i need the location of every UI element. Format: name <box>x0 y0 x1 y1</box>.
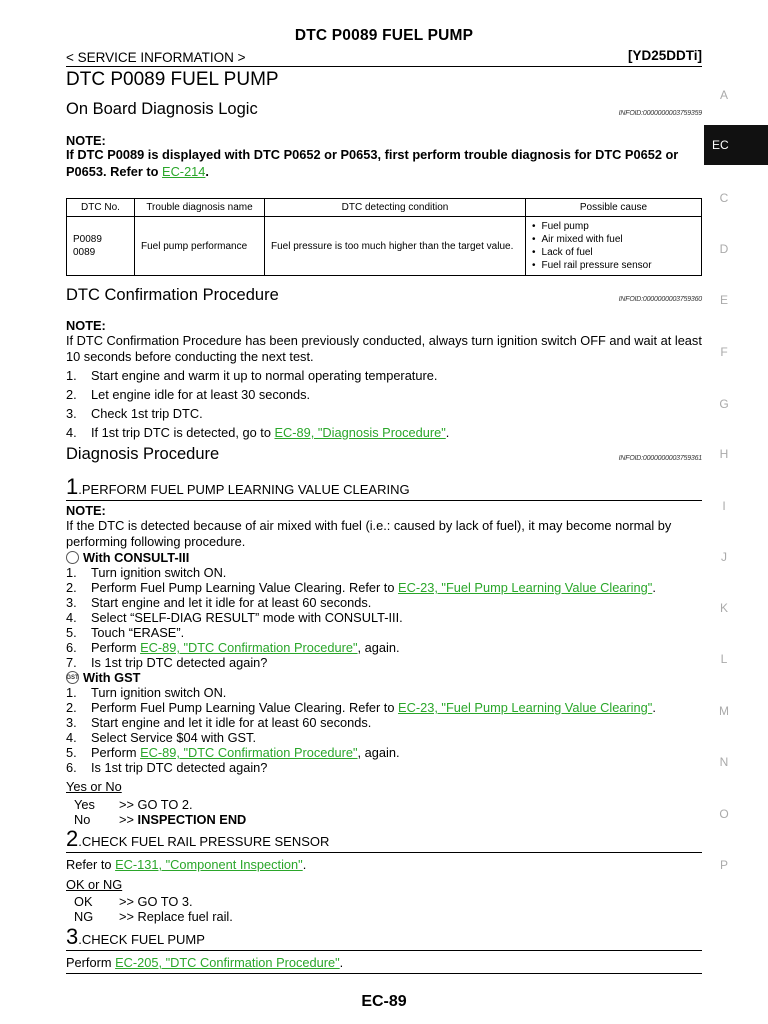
obd-infoid: INFOID:0000000003759359 <box>618 110 702 117</box>
step-number: 6. <box>66 760 77 775</box>
side-index-m[interactable]: M <box>719 704 729 718</box>
dtc-code-primary: P0089 <box>73 234 102 245</box>
yes-key: Yes <box>74 797 95 812</box>
step-text: Perform Fuel Pump Learning Value Clearing. Refer to <box>91 700 399 715</box>
list-item <box>66 655 702 670</box>
consult-icon <box>66 551 79 564</box>
side-index-o[interactable]: O <box>719 807 729 821</box>
cell-condition: Fuel pressure is too much higher than the target value. <box>265 217 526 276</box>
yes-value: >> GO TO 2. <box>119 797 193 812</box>
side-index-h[interactable]: H <box>719 447 729 461</box>
obd-note-text <box>66 146 702 180</box>
page-number: EC-89 <box>361 993 407 1010</box>
ec-214-link[interactable]: EC-214 <box>162 164 206 179</box>
list-item <box>66 730 702 745</box>
step-2-rule <box>66 852 702 853</box>
step-number: 4. <box>66 730 77 745</box>
obd-logic-heading: On Board Diagnosis Logic <box>66 100 258 118</box>
with-gst-heading <box>66 670 140 685</box>
step-text: Touch “ERASE”. <box>91 625 185 640</box>
step-number: 7. <box>66 655 77 670</box>
step-2-number: 2 <box>66 826 79 851</box>
consult-steps <box>66 565 702 670</box>
step-text: Start engine and let it idle for at least 60 seconds. <box>91 715 372 730</box>
step-2-refer <box>66 857 702 873</box>
obd-note-end: . <box>205 164 209 179</box>
ok-answer <box>74 894 193 909</box>
header-divider <box>66 66 702 67</box>
fuel-pump-learning-link[interactable]: EC-23, "Fuel Pump Learning Value Clearing" <box>398 580 653 595</box>
step-3-number: 3 <box>66 924 79 949</box>
side-index-j[interactable]: J <box>721 550 727 564</box>
side-index-p[interactable]: P <box>719 858 728 872</box>
dtc-table-header-row <box>67 199 702 217</box>
list-item <box>66 580 702 595</box>
no-key: No <box>74 812 91 827</box>
side-index-i[interactable]: I <box>722 499 726 513</box>
with-consult-heading <box>66 550 189 565</box>
step-number: 2. <box>66 700 77 715</box>
cell-diag-name: Fuel pump performance <box>135 217 265 276</box>
step-number: 3. <box>66 715 77 730</box>
step-1-heading <box>66 474 410 500</box>
step-text: Check 1st trip DTC. <box>91 406 203 421</box>
step-number: 5. <box>66 745 77 760</box>
side-index-a[interactable]: A <box>719 88 728 102</box>
step-3-title: .CHECK FUEL PUMP <box>78 932 205 947</box>
list-item <box>66 565 702 580</box>
side-index-f[interactable]: F <box>720 345 728 359</box>
list-item <box>66 595 702 610</box>
list-item <box>66 423 702 442</box>
no-value: INSPECTION END <box>137 812 247 827</box>
fuel-pump-learning-link[interactable]: EC-23, "Fuel Pump Learning Value Clearing" <box>398 700 653 715</box>
step-number: 4. <box>66 610 77 625</box>
step-2-title: .CHECK FUEL RAIL PRESSURE SENSOR <box>78 834 330 849</box>
step-number: 3. <box>66 406 77 421</box>
ng-value: >> Replace fuel rail. <box>119 909 233 924</box>
yes-or-no-label: Yes or No <box>66 779 122 794</box>
step-text: Turn ignition switch ON. <box>91 565 227 580</box>
with-gst-label: With GST <box>83 670 141 685</box>
step-3-heading <box>66 924 205 950</box>
footer-divider <box>66 973 702 974</box>
step-text-end: , again. <box>357 745 400 760</box>
refer-end: . <box>339 955 344 970</box>
component-inspection-link[interactable]: EC-131, "Component Inspection" <box>115 857 303 872</box>
ok-key: OK <box>74 894 93 909</box>
step-text: Let engine idle for at least 30 seconds. <box>91 387 311 402</box>
list-item <box>66 640 702 655</box>
list-item <box>66 745 702 760</box>
step-text: Select “SELF-DIAG RESULT” mode with CONSULT-III. <box>91 610 403 625</box>
step-number: 6. <box>66 640 77 655</box>
step-number: 2. <box>66 387 77 402</box>
side-index-n[interactable]: N <box>719 755 729 769</box>
step-1-rule <box>66 500 702 501</box>
obd-note-body: If DTC P0089 is displayed with DTC P0652 or P0653, first perform trouble diagnosis for DTC P0652 or P0653. Refer to <box>66 147 679 179</box>
side-index-e[interactable]: E <box>719 293 728 307</box>
refer-text: Perform <box>66 955 116 970</box>
no-answer <box>74 812 246 827</box>
step-text-end: . <box>445 425 450 440</box>
list-item <box>66 404 702 423</box>
step-1-note-label: NOTE: <box>66 503 106 518</box>
step-1-note-text: If the DTC is detected because of air mixed with fuel (i.e.: caused by lack of fuel), it may become normal by performing following procedure. <box>66 518 672 549</box>
step-text: If 1st trip DTC is detected, go to <box>91 425 275 440</box>
list-item <box>66 760 702 775</box>
dtc-confirmation-link[interactable]: EC-89, "DTC Confirmation Procedure" <box>140 745 358 760</box>
side-index-k[interactable]: K <box>719 601 728 615</box>
diagnosis-infoid: INFOID:0000000003759361 <box>618 455 702 462</box>
service-information-label: < SERVICE INFORMATION > <box>66 50 246 65</box>
list-item <box>66 715 702 730</box>
side-index-l[interactable]: L <box>720 652 728 666</box>
dtc-code-secondary: 0089 <box>73 247 96 258</box>
gst-steps <box>66 685 702 775</box>
page-title: DTC P0089 FUEL PUMP <box>294 27 474 44</box>
no-prefix: >> <box>119 812 138 827</box>
section-title: DTC P0089 FUEL PUMP <box>66 69 279 90</box>
cell-dtc-no <box>67 217 135 276</box>
confirmation-infoid: INFOID:0000000003759360 <box>618 296 702 303</box>
ok-or-ng-label: OK or NG <box>66 877 123 892</box>
refer-text: Refer to <box>66 857 116 872</box>
step-text: Perform <box>91 745 141 760</box>
step-text-end: , again. <box>357 640 400 655</box>
list-item: • Fuel rail pressure sensor <box>532 259 695 272</box>
cell-causes <box>526 217 702 276</box>
side-index-c[interactable]: C <box>719 191 729 205</box>
step-number: 1. <box>66 685 77 700</box>
dtc-table <box>66 198 702 276</box>
refer-end: . <box>302 857 307 872</box>
list-item: • Fuel pump <box>532 220 695 233</box>
step-text-end: . <box>652 700 656 715</box>
step-2-heading <box>66 826 329 852</box>
step-text: Perform Fuel Pump Learning Value Clearing. Refer to <box>91 580 399 595</box>
step-text: Is 1st trip DTC detected again? <box>91 655 268 670</box>
table-row <box>67 217 702 276</box>
ng-key: NG <box>74 909 94 924</box>
step-number: 5. <box>66 625 77 640</box>
step-text: Start engine and let it idle for at least 60 seconds. <box>91 595 372 610</box>
engine-model-label: [YD25DDTi] <box>627 48 702 63</box>
list-item <box>66 685 702 700</box>
step-number: 2. <box>66 580 77 595</box>
step-number: 3. <box>66 595 77 610</box>
confirmation-heading: DTC Confirmation Procedure <box>66 286 279 304</box>
dtc-confirmation-link[interactable]: EC-89, "DTC Confirmation Procedure" <box>140 640 358 655</box>
col-condition: DTC detecting condition <box>265 199 526 217</box>
confirmation-note-label: NOTE: <box>66 318 106 333</box>
side-tab-ec[interactable]: EC <box>704 125 768 165</box>
yes-answer <box>74 797 193 812</box>
step-1-title: .PERFORM FUEL PUMP LEARNING VALUE CLEARING <box>78 482 410 497</box>
step-text: Perform <box>91 640 141 655</box>
ec-205-link[interactable]: EC-205, "DTC Confirmation Procedure" <box>115 955 340 970</box>
step-text: Turn ignition switch ON. <box>91 685 227 700</box>
list-item <box>66 366 702 385</box>
list-item <box>66 385 702 404</box>
step-number: 1. <box>66 565 77 580</box>
step-3-refer <box>66 955 702 971</box>
step-text-end: . <box>652 580 656 595</box>
step-number: 4. <box>66 425 77 440</box>
list-item <box>66 610 702 625</box>
diagnosis-procedure-link[interactable]: EC-89, "Diagnosis Procedure" <box>274 425 446 440</box>
list-item: • Air mixed with fuel <box>532 233 695 246</box>
col-dtc-no: DTC No. <box>67 199 135 217</box>
col-possible-cause: Possible cause <box>526 199 702 217</box>
list-item: • Lack of fuel <box>532 246 695 259</box>
list-item <box>66 700 702 715</box>
ng-answer <box>74 909 233 924</box>
side-index-g[interactable]: G <box>719 397 729 411</box>
with-consult-label: With CONSULT-III <box>83 550 190 565</box>
step-number: 1. <box>66 368 77 383</box>
possible-cause-list <box>532 220 695 272</box>
col-trouble-name: Trouble diagnosis name <box>135 199 265 217</box>
side-index-d[interactable]: D <box>719 242 729 256</box>
gst-icon: GST <box>66 671 79 684</box>
step-text: Select Service $04 with GST. <box>91 730 257 745</box>
list-item <box>66 625 702 640</box>
step-text: Is 1st trip DTC detected again? <box>91 760 268 775</box>
confirmation-steps <box>66 366 702 442</box>
step-1-number: 1 <box>66 474 79 499</box>
step-text: Start engine and warm it up to normal operating temperature. <box>91 368 438 383</box>
step-3-rule <box>66 950 702 951</box>
obd-note-label: NOTE: <box>66 133 106 148</box>
diagnosis-heading: Diagnosis Procedure <box>66 445 220 463</box>
ok-value: >> GO TO 3. <box>119 894 193 909</box>
confirmation-note-text: If DTC Confirmation Procedure has been previously conducted, always turn ignition switch OFF and wait at least 10 seconds before conducting the next test. <box>66 333 702 364</box>
